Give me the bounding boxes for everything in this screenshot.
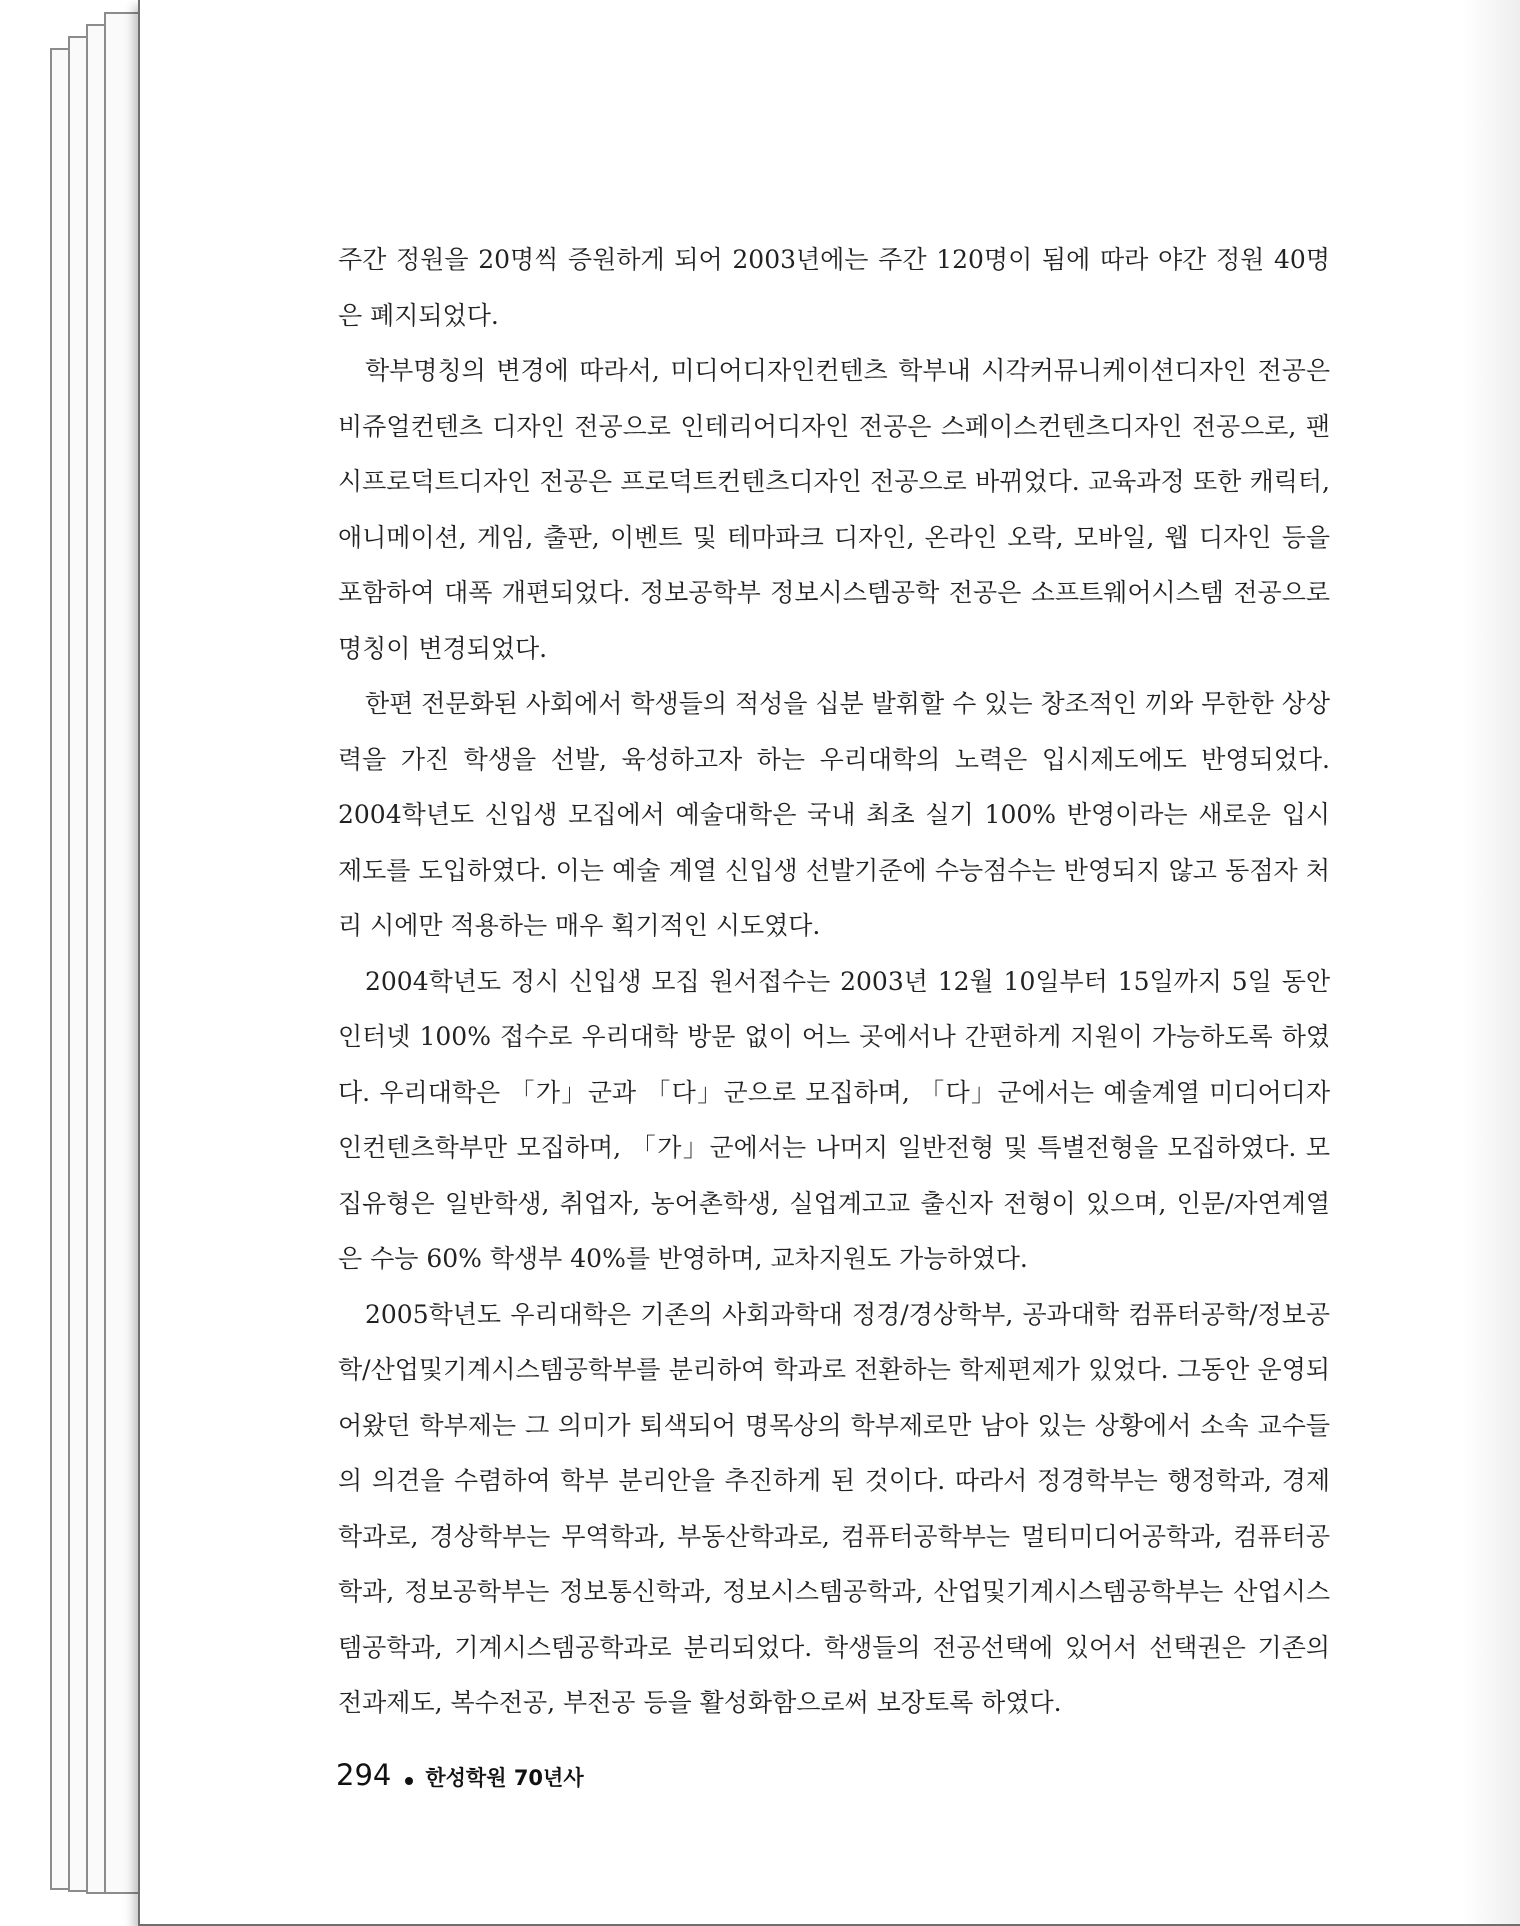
paragraph-continued: 주간 정원을 20명씩 증원하게 되어 2003년에는 주간 120명이 됨에 따라 야간 정원 40명은 폐지되었다. [338, 245, 1330, 330]
page-footer [336, 1758, 584, 1792]
page-number: 294 [336, 1758, 392, 1792]
paragraph: 2004학년도 정시 신입생 모집 원서접수는 2003년 12월 10일부터 15일까지 5일 동안 인터넷 100% 접수로 우리대학 방문 없이 어느 곳에서나 간편하게 지원이 가능하도록 하였다. 우리대학은 「가」군과 「다」군으로 모집하며, 「다」군에서는 예술계열 미디어디자인컨텐츠학부만 모집하며, 「가」군에서는 나머지 일반전형 및 특별전형을 모집하였다. 모집유형은 일반학생, 취업자, 농어촌학생, 실업계고교 출신자 전형이 있으며, 인문/자연계열은 수능 60% 학생부 40%를 반영하며, 교차지원도 가능하였다. [338, 966, 1330, 1273]
book-title: 한성학원 70년사 [425, 1766, 584, 1790]
body-text [338, 232, 1330, 1731]
paragraph: 한편 전문화된 사회에서 학생들의 적성을 십분 발휘할 수 있는 창조적인 끼와 무한한 상상력을 가진 학생을 선발, 육성하고자 하는 우리대학의 노력은 입시제도에도 반영되었다. 2004학년도 신입생 모집에서 예술대학은 국내 최초 실기 100% 반영이라는 새로운 입시 제도를 도입하였다. 이는 예술 계열 신입생 선발기준에 수능점수는 반영되지 않고 동점자 처리 시에만 적용하는 매우 획기적인 시도였다. [338, 689, 1330, 940]
book-page [138, 0, 1520, 1926]
bullet-separator-icon [405, 1777, 413, 1785]
paragraph: 학부명칭의 변경에 따라서, 미디어디자인컨텐츠 학부내 시각커뮤니케이션디자인 전공은 비쥬얼컨텐츠 디자인 전공으로 인테리어디자인 전공은 스페이스컨텐츠디자인 전공으로, 팬시프로덕트디자인 전공은 프로덕트컨텐츠디자인 전공으로 바뀌었다. 교육과정 또한 캐릭터, 애니메이션, 게임, 출판, 이벤트 및 테마파크 디자인, 온라인 오락, 모바일, 웹 디자인 등을 포함하여 대폭 개편되었다. 정보공학부 정보시스템공학 전공은 소프트웨어시스템 전공으로 명칭이 변경되었다. [338, 356, 1330, 663]
paragraph: 2005학년도 우리대학은 기존의 사회과학대 정경/경상학부, 공과대학 컴퓨터공학/정보공학/산업및기계시스템공학부를 분리하여 학과로 전환하는 학제편제가 있었다. 그동안 운영되어왔던 학부제는 그 의미가 퇴색되어 명목상의 학부제로만 남아 있는 상황에서 소속 교수들의 의견을 수렴하여 학부 분리안을 추진하게 된 것이다. 따라서 정경학부는 행정학과, 경제학과로, 경상학부는 무역학과, 부동산학과로, 컴퓨터공학부는 멀티미디어공학과, 컴퓨터공학과, 정보공학부는 정보통신학과, 정보시스템공학과, 산업및기계시스템공학부는 산업시스템공학과, 기계시스템공학과로 분리되었다. 학생들의 전공선택에 있어서 선택권은 기존의 전과제도, 복수전공, 부전공 등을 활성화함으로써 보장토록 하였다. [338, 1299, 1330, 1717]
